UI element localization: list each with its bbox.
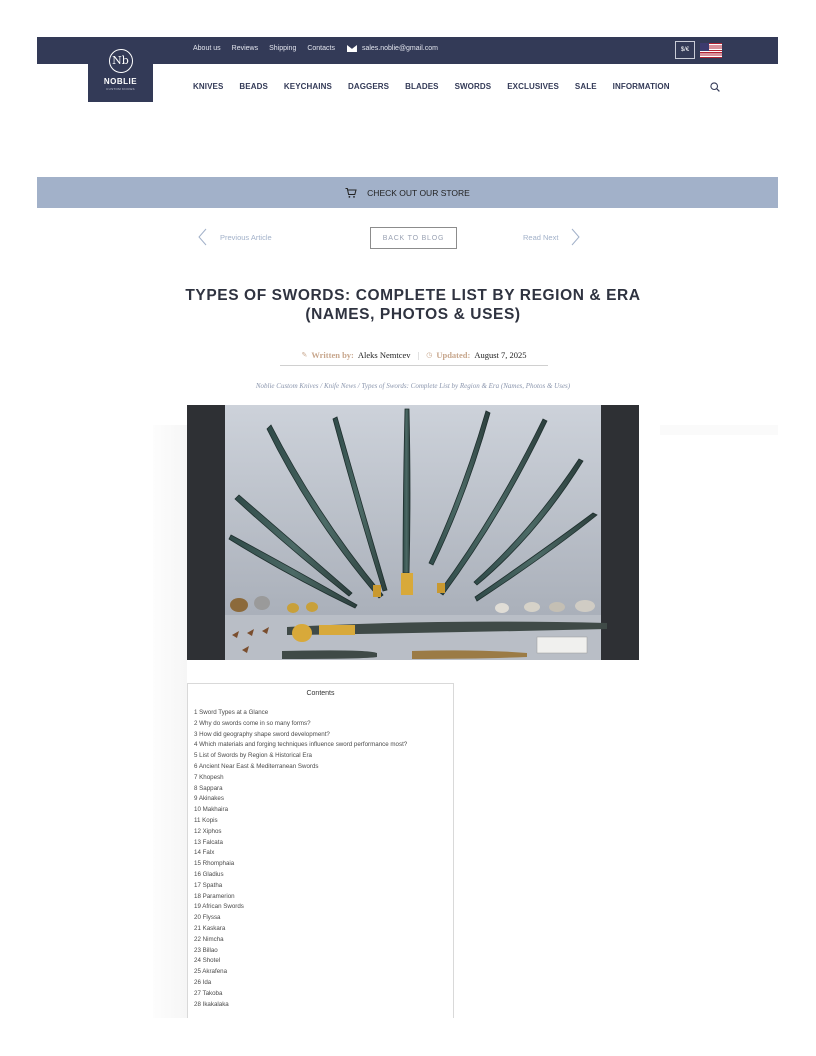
nav-sale[interactable]: SALE (574, 82, 597, 91)
breadcrumb-current: Types of Swords: Complete List by Region & Era (Names, Photos & Uses) (361, 382, 571, 390)
toc-item[interactable]: 19 African Swords (194, 903, 244, 911)
toc-item[interactable]: 18 Paramerion (194, 892, 235, 900)
top-link-about[interactable]: About us (193, 45, 221, 52)
nav-knives[interactable]: KNIVES (193, 82, 224, 91)
us-flag-icon[interactable] (700, 43, 722, 58)
toc-item[interactable]: 10 Makhaira (194, 806, 229, 814)
top-link-contacts[interactable]: Contacts (307, 45, 335, 52)
toc-item[interactable]: 17 Spatha (194, 881, 223, 889)
toc-item[interactable]: 21 Kaskara (194, 924, 226, 932)
back-to-blog-button[interactable]: BACK TO BLOG (370, 227, 457, 249)
toc-item[interactable]: 5 List of Swords by Region & Historical Era (194, 752, 312, 760)
swords-display-photo (187, 405, 639, 660)
toc-item[interactable]: 3 How did geography shape sword development? (194, 730, 330, 738)
breadcrumb-section[interactable]: Knife News (323, 382, 357, 390)
clock-icon: ◷ (426, 350, 433, 359)
logo-name: NOBLIE (103, 76, 138, 86)
toc-item[interactable]: 20 Flyssa (194, 914, 221, 922)
top-link-shipping[interactable]: Shipping (269, 45, 297, 52)
toc-item[interactable]: 1 Sword Types at a Glance (194, 709, 269, 716)
article-hero-image (187, 405, 639, 660)
top-link-reviews[interactable]: Reviews (231, 45, 259, 52)
email-link[interactable] (347, 45, 438, 52)
breadcrumb: Noblie Custom Knives / Knife News / Types of Swords: Complete List by Region & Era (Names, Photos & Uses) (255, 382, 571, 390)
currency-switcher[interactable]: $/€ (675, 41, 695, 59)
toc-item[interactable]: 4 Which materials and forging techniques influence sword performance most? (194, 741, 408, 749)
previous-article-link[interactable] (197, 228, 272, 246)
toc-item[interactable]: 7 Khopesh (194, 773, 224, 781)
toc-list (194, 708, 407, 1010)
side-shade-left (153, 425, 187, 1018)
page-title: TYPES OF SWORDS: COMPLETE LIST BY REGION & ERA (NAMES, PHOTOS & USES) (185, 287, 641, 323)
nav-blades[interactable]: BLADES (405, 82, 439, 91)
toc-item[interactable]: 24 Shotel (194, 957, 221, 965)
toc-item[interactable]: 13 Falcata (194, 838, 223, 846)
updated-date: August 7, 2025 (474, 349, 527, 360)
toc-item[interactable]: 15 Rhomphaia (194, 860, 235, 868)
article-navigation (0, 226, 816, 250)
nav-exclusives[interactable]: EXCLUSIVES (507, 82, 559, 91)
nav-information[interactable]: INFORMATION (612, 82, 670, 91)
nav-beads[interactable]: BEADS (239, 82, 268, 91)
toc-item[interactable]: 22 Nimcha (194, 935, 224, 943)
toc-item[interactable]: 23 Billao (194, 946, 218, 954)
toc-item[interactable]: 27 Takoba (194, 989, 223, 997)
toc-item[interactable]: 2 Why do swords come in so many forms? (194, 719, 311, 727)
top-links (193, 45, 438, 52)
cart-icon (345, 187, 357, 199)
toc-heading: Contents (306, 690, 335, 697)
envelope-icon (347, 45, 357, 52)
toc-item[interactable]: 14 Falx (194, 849, 215, 857)
toc-item[interactable]: 12 Xiphos (194, 827, 222, 835)
search-icon[interactable] (710, 82, 720, 92)
previous-article-label: Previous Article (220, 232, 272, 242)
toc-item[interactable]: 25 Akrafena (194, 968, 228, 976)
nav-keychains[interactable]: KEYCHAINS (283, 82, 332, 91)
toc-item[interactable]: 16 Gladius (194, 870, 224, 878)
chevron-left-icon (197, 228, 208, 246)
written-by-label: Written by: (311, 349, 354, 360)
logo-tagline: CUSTOM KNIVES (106, 86, 135, 91)
toc-item[interactable]: 9 Akinakes (194, 795, 224, 803)
nav-swords[interactable]: SWORDS (454, 82, 492, 91)
toc-item[interactable]: 11 Kopis (194, 816, 218, 824)
meta-divider: | (417, 349, 420, 360)
main-nav (193, 82, 686, 91)
breadcrumb-home[interactable]: Noblie Custom Knives (255, 382, 319, 390)
nav-daggers[interactable]: DAGGERS (347, 82, 390, 91)
store-banner[interactable] (37, 177, 778, 208)
article-meta (280, 344, 548, 366)
flag-canton (700, 43, 709, 51)
chevron-right-icon (570, 228, 581, 246)
side-shade-right (660, 425, 778, 435)
email-address: sales.noblie@gmail.com (361, 45, 438, 52)
logo-monogram: Nb (109, 49, 133, 73)
toc-item[interactable]: 6 Ancient Near East & Mediterranean Swords (194, 762, 319, 770)
author-name[interactable]: Aleks Nemtcev (357, 349, 411, 360)
pencil-icon: ✎ (301, 350, 308, 359)
toc-item[interactable]: 28 Ikakalaka (194, 1000, 229, 1008)
brand-logo[interactable] (88, 37, 153, 102)
next-article-label: Read Next (523, 232, 559, 242)
updated-label: Updated: (436, 349, 471, 360)
store-banner-label: CHECK OUT OUR STORE (367, 187, 470, 198)
next-article-link[interactable] (523, 228, 581, 246)
table-of-contents (187, 683, 454, 1018)
toc-item[interactable]: 8 Sappara (194, 784, 223, 792)
toc-item[interactable]: 26 Ida (194, 978, 212, 986)
